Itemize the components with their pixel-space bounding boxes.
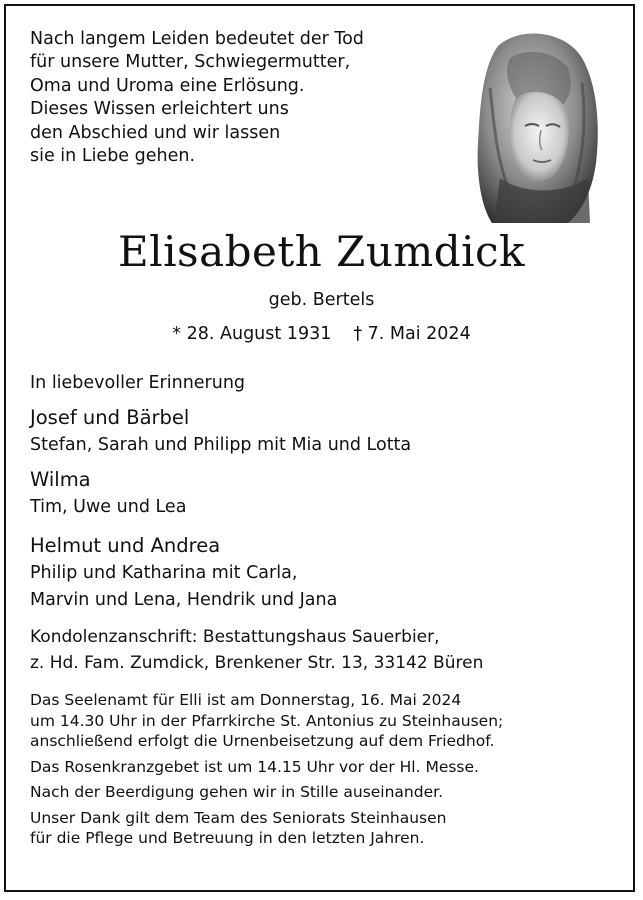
family-members: Philip und Katharina mit Carla, xyxy=(30,563,298,583)
birth-date: * 28. August 1931 xyxy=(172,324,332,344)
note-line: Unser Dank gilt dem Team des Seniorats Steinhausen xyxy=(30,808,447,827)
family-head: Wilma xyxy=(30,468,91,491)
service-notes xyxy=(30,690,503,854)
intro-line: für unsere Mutter, Schwiegermutter, xyxy=(30,52,351,73)
death-date: † 7. Mai 2024 xyxy=(353,324,471,344)
family-group xyxy=(30,404,411,459)
note-paragraph xyxy=(30,782,503,803)
condolence-line: z. Hd. Fam. Zumdick, Brenkener Str. 13, 33142 Büren xyxy=(30,653,484,673)
note-line: um 14.30 Uhr in der Pfarrkirche St. Antonius zu Steinhausen; xyxy=(30,711,504,730)
intro-line: den Abschied und wir lassen xyxy=(30,122,281,143)
note-line: Nach der Beerdigung gehen wir in Stille auseinander. xyxy=(30,783,444,801)
family-members: Stefan, Sarah und Philipp mit Mia und Lotta xyxy=(30,435,412,455)
family-group xyxy=(30,466,186,521)
intro-line: sie in Liebe gehen. xyxy=(30,146,196,167)
condolence-address xyxy=(30,624,483,676)
intro-line: Oma und Uroma eine Erlösung. xyxy=(30,75,305,96)
note-line: Das Rosenkranzgebet ist um 14.15 Uhr vor der Hl. Messe. xyxy=(30,757,479,776)
family-group xyxy=(30,532,337,614)
note-paragraph xyxy=(30,808,503,849)
family-members: Tim, Uwe und Lea xyxy=(30,497,187,517)
deceased-name: Elisabeth Zumdick xyxy=(118,227,525,276)
life-dates xyxy=(0,322,643,346)
intro-line: Dieses Wissen erleichtert uns xyxy=(30,99,289,120)
intro-line: Nach langem Leiden bedeutet der Tod xyxy=(30,29,364,49)
family-head: Helmut und Andrea xyxy=(30,534,221,557)
note-paragraph xyxy=(30,690,503,752)
intro-text xyxy=(30,28,430,168)
birth-name: geb. Bertels xyxy=(268,290,375,310)
note-line: Das Seelenamt für Elli ist am Donnerstag, 16. Mai 2024 xyxy=(30,691,462,709)
note-paragraph xyxy=(30,757,503,778)
note-line: für die Pflege und Betreuung in den letzten Jahren. xyxy=(30,829,425,847)
family-members: Marvin und Lena, Hendrik und Jana xyxy=(30,590,338,610)
condolence-line: Kondolenzanschrift: Bestattungshaus Sauerbier, xyxy=(30,627,440,647)
note-line: anschließend erfolgt die Urnenbeisetzung auf dem Friedhof. xyxy=(30,732,495,750)
memory-line: In liebevoller Erinnerung xyxy=(30,373,246,393)
madonna-portrait-icon xyxy=(470,28,605,223)
family-head: Josef und Bärbel xyxy=(30,406,190,429)
